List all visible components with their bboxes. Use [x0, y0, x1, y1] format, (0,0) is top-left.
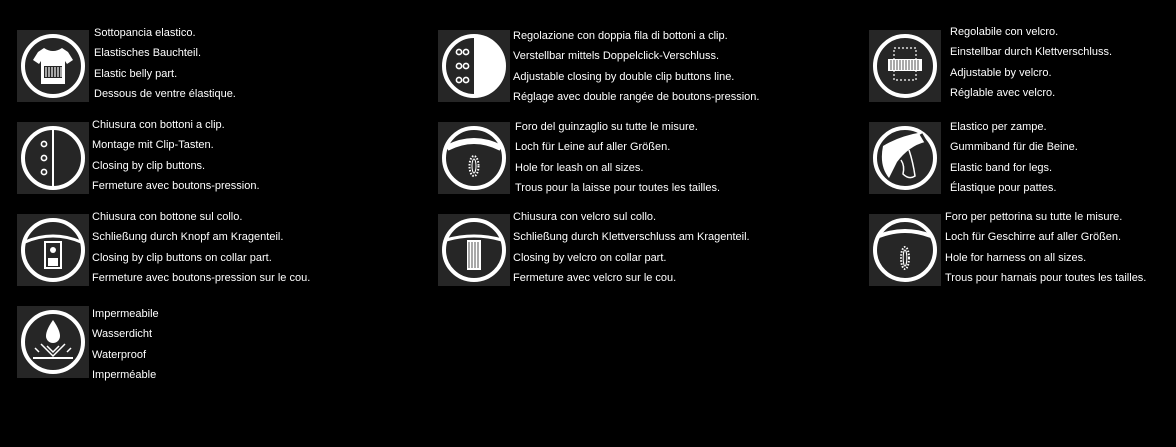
text-it: Elastico per zampe.	[950, 121, 1047, 133]
text-de: Schließung durch Knopf am Kragenteil.	[92, 231, 284, 244]
text-de: Schließung durch Klettverschluss am Kragenteil.	[513, 231, 750, 244]
text-fr: Fermeture avec boutons-pression.	[92, 179, 260, 192]
text-en: Adjustable by velcro.	[950, 66, 1052, 79]
text-de: Gummiband für die Beine.	[950, 141, 1078, 154]
text-de: Montage mit Clip-Tasten.	[92, 139, 214, 152]
clip-buttons-icon	[17, 122, 89, 194]
text-en: Elastic band for legs.	[950, 161, 1053, 174]
collar-button-icon	[17, 214, 89, 286]
text-en: Closing by clip buttons on collar part.	[92, 251, 272, 264]
text-fr: Dessous de ventre élastique.	[94, 87, 236, 100]
text-it: Chiusura con velcro sul collo.	[513, 211, 657, 223]
text-de: Einstellbar durch Klettverschluss.	[950, 46, 1113, 59]
waterproof-icon	[17, 306, 89, 378]
text-de: Loch für Geschirre auf aller Größen.	[945, 231, 1122, 244]
text-it: Impermeabile	[92, 308, 159, 320]
text-de: Loch für Leine auf aller Größen.	[515, 141, 671, 154]
text-fr: Trous pour la laisse pour toutes les tailles.	[515, 181, 721, 194]
leash-hole-icon	[438, 122, 510, 194]
text-en: Hole for leash on all sizes.	[515, 161, 644, 174]
text-it: Regolazione con doppia fila di bottoni a clip.	[513, 30, 728, 42]
text-it: Chiusura con bottone sul collo.	[92, 211, 243, 223]
text-it: Chiusura con bottoni a clip.	[92, 119, 225, 131]
tshirt-icon	[17, 30, 89, 102]
text-de: Elastisches Bauchteil.	[94, 47, 201, 60]
text-it: Foro del guinzaglio su tutte le misure.	[515, 121, 698, 133]
collar-velcro-icon	[438, 214, 510, 286]
text-en: Hole for harness on all sizes.	[945, 251, 1087, 264]
text-en: Elastic belly part.	[94, 67, 178, 80]
text-fr: Fermeture avec velcro sur le cou.	[513, 271, 677, 284]
velcro-patch-icon	[869, 30, 941, 102]
text-it: Regolabile con velcro.	[950, 26, 1059, 38]
text-de: Wasserdicht	[92, 328, 153, 341]
text-fr: Élastique pour pattes.	[950, 181, 1057, 194]
double-button-row-icon	[438, 30, 510, 102]
text-fr: Trous pour harnais pour toutes les tailles.	[945, 271, 1147, 284]
text-fr: Réglable avec velcro.	[950, 86, 1056, 99]
text-fr: Réglage avec double rangée de boutons-pression.	[513, 90, 760, 103]
text-en: Closing by clip buttons.	[92, 159, 206, 172]
text-en: Adjustable closing by double clip buttons line.	[513, 70, 735, 83]
leg-elastic-icon	[869, 122, 941, 194]
text-en: Closing by velcro on collar part.	[513, 251, 667, 264]
text-de: Verstellbar mittels Doppelclick-Verschluss.	[513, 50, 720, 63]
text-fr: Fermeture avec boutons-pression sur le cou.	[92, 271, 311, 284]
text-it: Sottopancia elastico.	[94, 27, 196, 39]
harness-hole-icon	[869, 214, 941, 286]
text-it: Foro per pettorina su tutte le misure.	[945, 211, 1123, 223]
text-fr: Imperméable	[92, 368, 157, 381]
text-en: Waterproof	[92, 348, 147, 361]
